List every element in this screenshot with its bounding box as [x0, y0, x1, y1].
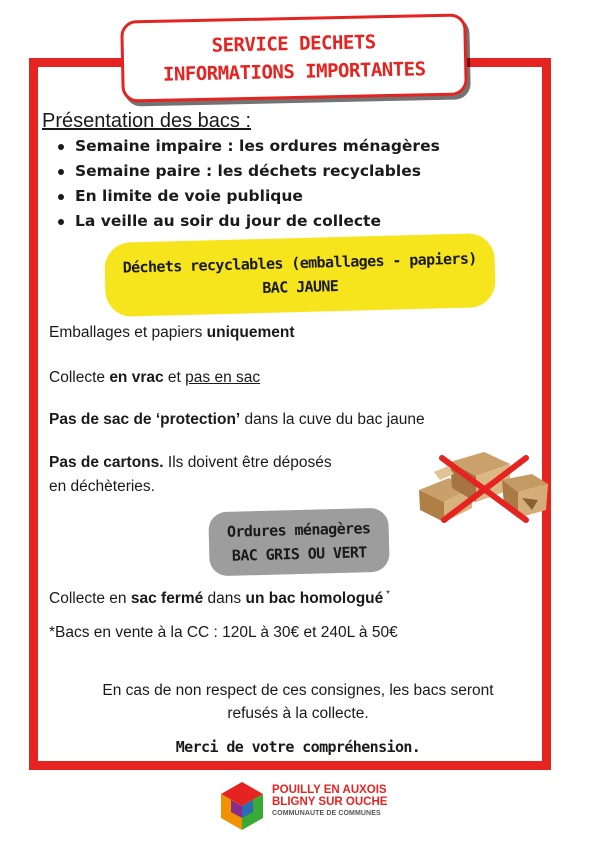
menageres-price-note: *Bacs en vente à la CC : 120L à 30€ et 240L à 50€ [49, 624, 398, 641]
menageres-badge-title: Ordures ménagères [226, 519, 371, 541]
recyclables-badge-subtitle: BAC JAUNE [262, 277, 339, 297]
menageres-line-1: Collecte en sac fermé dans un bac homologué * [49, 589, 390, 608]
page-title-line2: INFORMATIONS IMPORTANTES [162, 58, 426, 86]
recyclables-badge-title: Déchets recyclables (emballages - papiers) [122, 249, 477, 277]
thanks-message: Merci de votre compréhension. [175, 738, 421, 756]
menageres-badge [208, 508, 390, 577]
notice-line-1: En cas de non respect de ces consignes, les bacs seront [102, 682, 494, 699]
menageres-badge-subtitle: BAC GRIS OU VERT [231, 543, 367, 565]
recyclables-line-3: Pas de sac de ‘protection’ dans la cuve du bac jaune [49, 411, 425, 428]
page-title-line1: SERVICE DECHETS [211, 31, 376, 57]
recyclables-line-1: Emballages et papiers uniquement [49, 324, 295, 341]
notice-line-2: refusés à la collecte. [227, 705, 369, 722]
page-title-box [120, 13, 468, 102]
list-item: En limite de voie publique [55, 184, 440, 209]
logo-line-2: BLIGNY SUR OUCHE [272, 796, 388, 808]
logo-line-1: POUILLY EN AUXOIS [272, 784, 387, 796]
community-logo-icon [216, 780, 268, 834]
list-item: Semaine paire : les déchets recyclables [55, 159, 440, 184]
recyclables-line-4: Pas de cartons. Ils doivent être déposés [49, 454, 332, 471]
community-logo-text [272, 784, 387, 819]
presentation-list [55, 134, 440, 234]
notice [40, 679, 556, 725]
recyclables-badge [104, 233, 496, 317]
list-item: Semaine impaire : les ordures ménagères [55, 134, 440, 159]
crossed-cardboard-icon [414, 440, 554, 526]
recyclables-line-5: en déchèteries. [49, 478, 155, 495]
recyclables-line-2: Collecte en vrac et pas en sac [49, 369, 261, 386]
presentation-heading: Présentation des bacs : [42, 110, 252, 132]
list-item: La veille au soir du jour de collecte [55, 209, 440, 234]
logo-line-3: COMMUNAUTE DE COMMUNES [272, 810, 381, 817]
